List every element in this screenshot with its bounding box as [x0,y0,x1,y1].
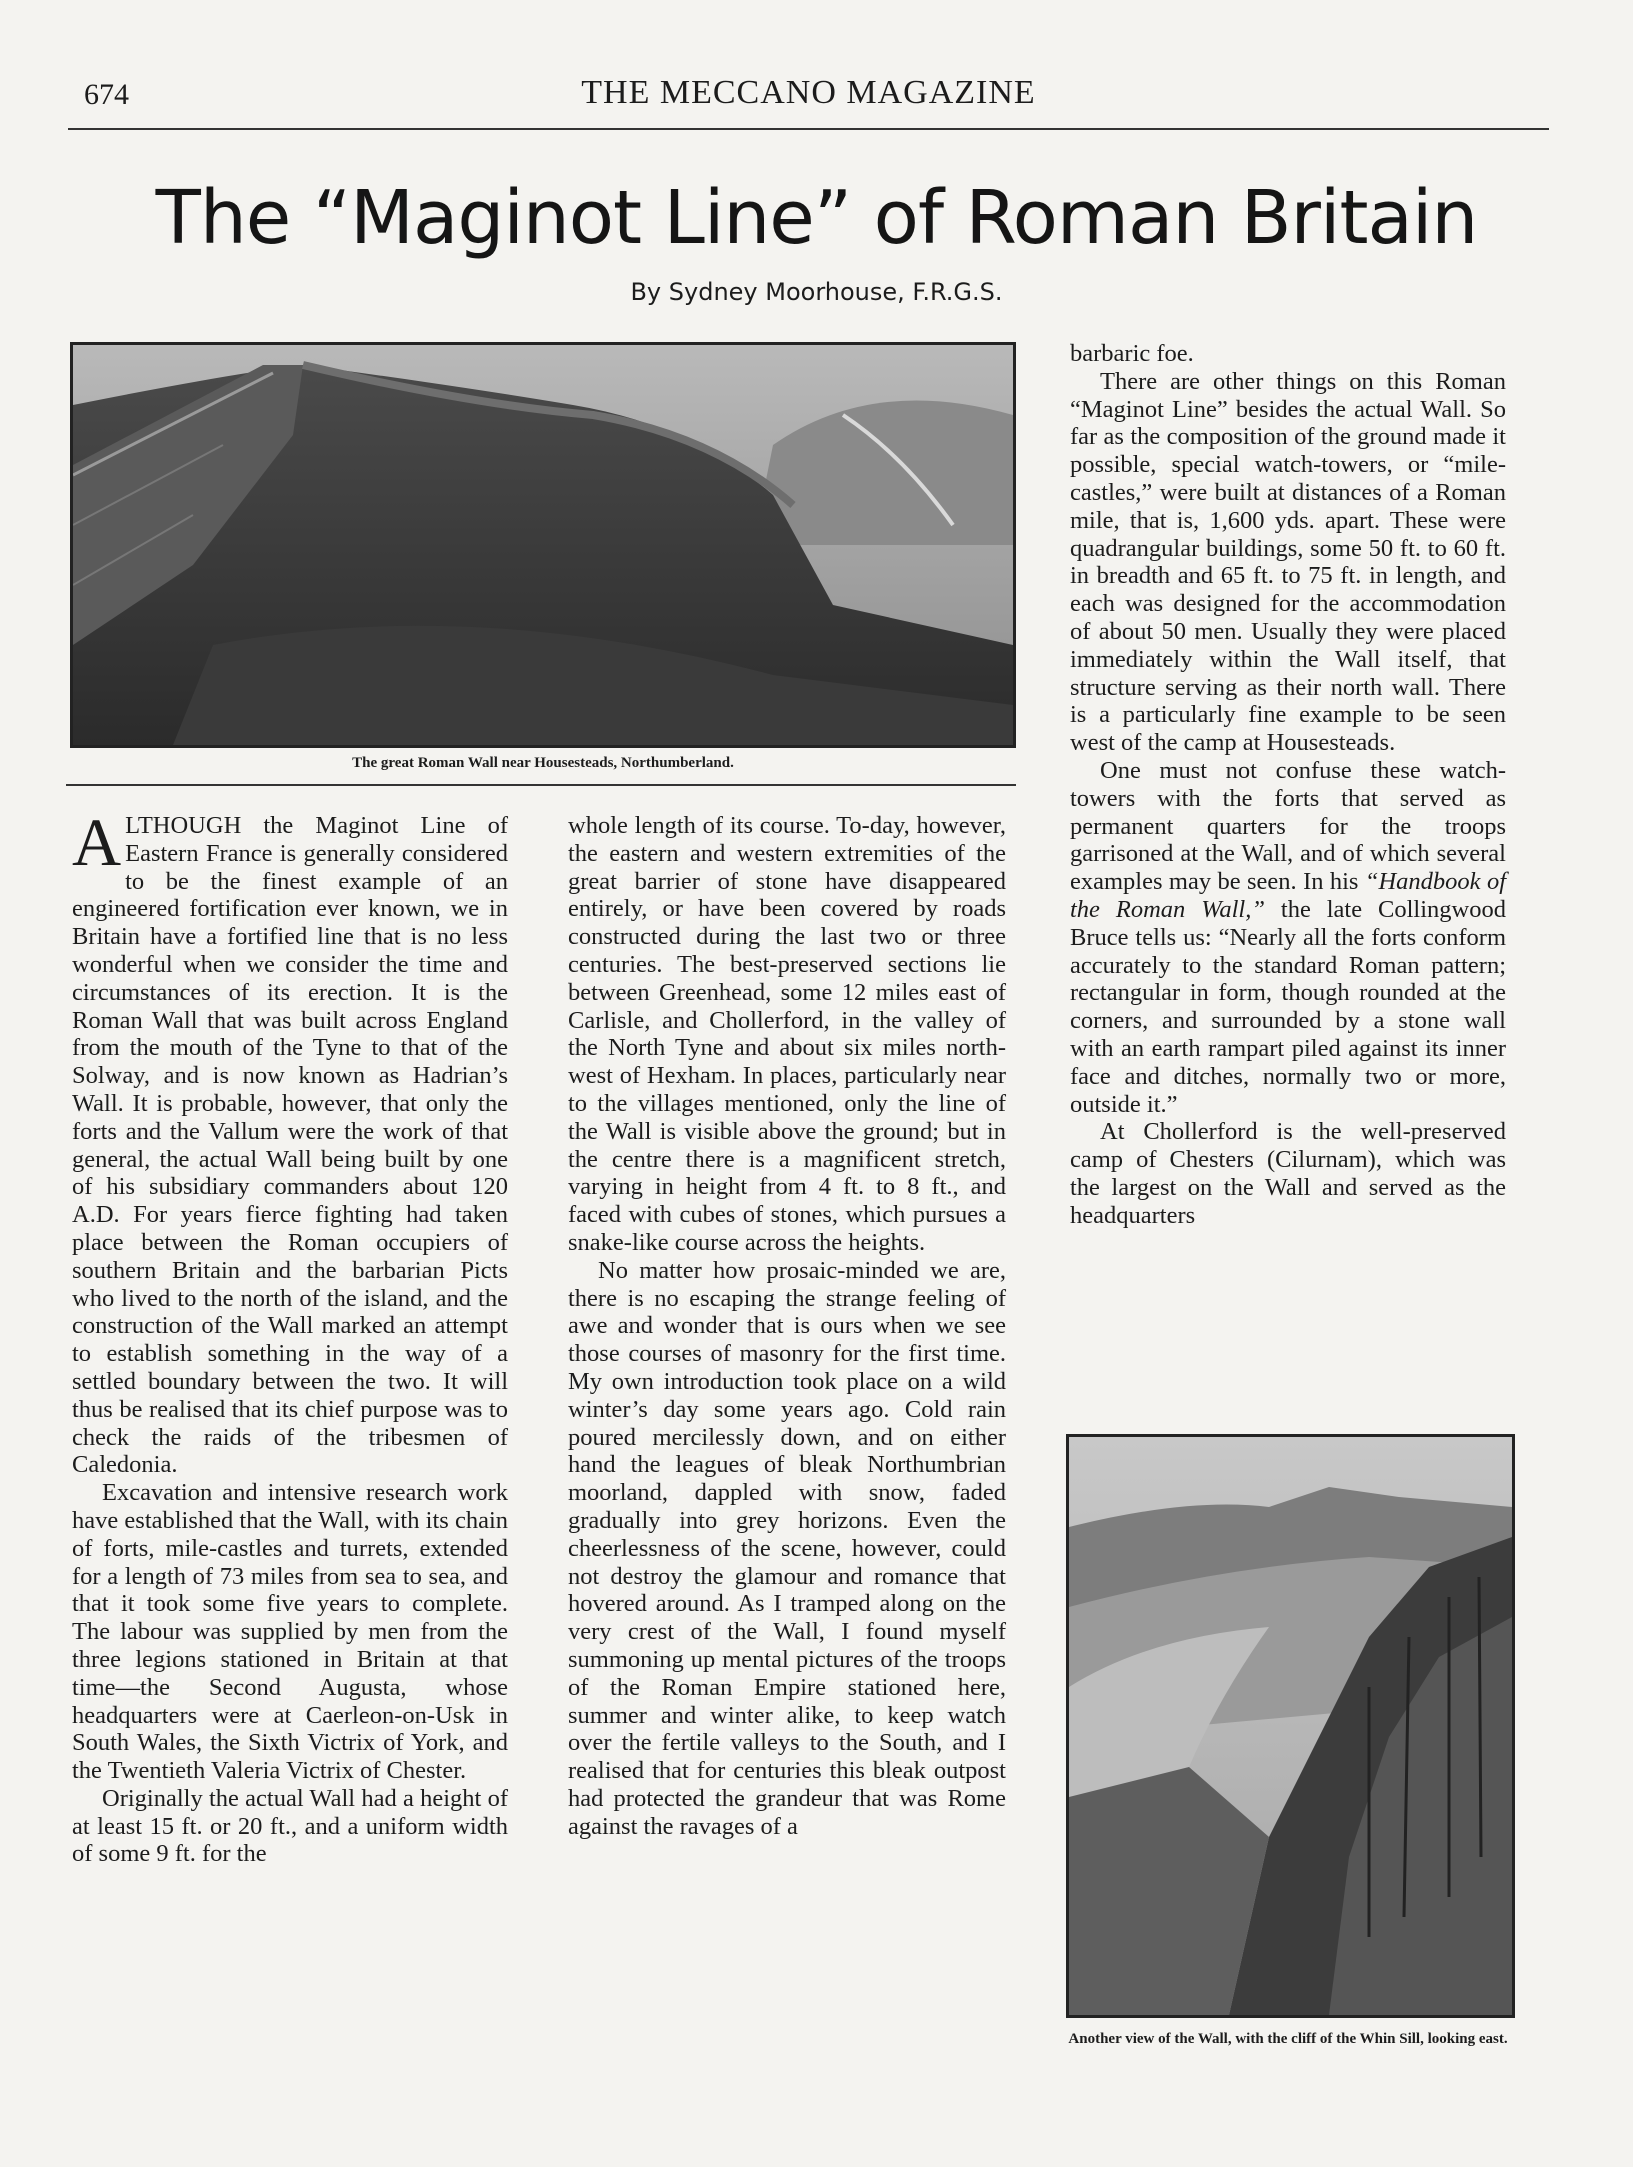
paragraph-text: the late Collingwood Bruce tells us: “Nearly all the forts conform accurately to the standard Roman pattern; rectangular in form, though rounded at the corners, and surrounded by a stone wall with an earth rampart piled against its inner face and ditches, normally two or more, outside it.” [1070,895,1506,1118]
header-rule [68,128,1549,130]
paragraph: barbaric foe. [1070,340,1194,367]
paragraph [72,804,508,1479]
paragraph-text: One must not confuse these watch-towers with the forts that served as permanent quarters for the troops garrisoned at the Wall, and of which several examples may be seen. In his [1070,756,1506,896]
magazine-title: THE MECCANO MAGAZINE [581,74,1036,111]
article-byline: By Sydney Moorhouse, F.R.G.S. [630,278,1003,306]
paragraph: There are other things on this Roman “Maginot Line” besides the actual Wall. So far as the composition of the ground made it possible, special watch-towers, or “mile-castles,” were built at distances of a Roman mile, that is, 1,600 yds. apart. These were quadrangular buildings, some 50 ft. to 60 ft. in breadth and 65 ft. to 75 ft. in length, and each was designed for the accommodation of about 50 men. Usually they were placed immediately within the Wall itself, that structure serving as their north wall. There is a particularly fine example to be seen west of the camp at Housesteads. [1070,367,1506,757]
paragraph: No matter how prosaic-minded we are, there is no escaping the strange feeling of awe and wonder that is ours when we see those courses of masonry for the first time. My own introduction took place on a wild winter’s day some years ago. Cold rain poured mercilessly down, and on either hand the leagues of bleak Northumbrian moorland, dappled with snow, faded gradually into grey horizons. Even the cheerlessness of the scene, however, could not destroy the glamour and romance that hovered around. As I tramped along on the very crest of the Wall, I found myself summoning up mental pictures of the troops of the Roman Empire stationed here, summer and winter alike, to keep watch over the fertile valleys to the South, and I realised that for centuries this bleak outpost had protected the grandeur that was Rome against the ravages of a [568,1256,1006,1840]
article-title: The “Maginot Line” of Roman Britain [155,175,1478,261]
drop-cap: A [72,804,122,880]
side-photo-caption: Another view of the Wall, with the cliff of the Whin Sill, looking east. [1068,2031,1508,2047]
running-head [68,74,1549,114]
text-column-2 [568,812,1006,1840]
paragraph-text: LTHOUGH the Maginot Line of Eastern France is generally considered to be the finest example of an engineered fortification ever known, we in Britain have a fortified line that is no less wonderful when we consider the time and circumstances of its erection. It is the Roman Wall that was built across England from the mouth of the Tyne to that of the Solway, and is now known as Hadrian’s Wall. It is probable, however, that only the forts and the Vallum were the work of that general, the actual Wall being built by one of his subsidiary commanders about 120 A.D. For years fierce fighting had taken place between the Roman occupiers of southern Britain and the barbarian Picts who lived to the north of the island, and the construction of the Wall marked an attempt to establish something in the way of a settled boundary between the two. It will thus be realised that its chief purpose was to check the raids of the tribesmen of Caledonia. [72,812,508,1479]
paragraph [1070,757,1506,1118]
text-column-1 [72,804,508,1868]
text-column-3 [1070,340,1506,1230]
paragraph: Excavation and intensive research work have established that the Wall, with its chain of forts, mile-castles and turrets, extended for a length of 73 miles from sea to sea, and that it took some five years to complete. The labour was supplied by men from the three legions stationed in Britain at that time—the Second Augusta, whose headquarters were at Caerleon-on-Usk in South Wales, the Sixth Victrix of York, and the Twentieth Valeria Victrix of Chester. [72,1479,508,1785]
paragraph: Originally the actual Wall had a height of at least 15 ft. or 20 ft., and a uniform width of some 9 ft. for the [72,1784,508,1868]
top-photo-caption: The great Roman Wall near Housesteads, Northumberland. [352,755,734,771]
page-number: 674 [84,78,129,111]
paragraph: whole length of its course. To-day, however, the eastern and western extremities of the great barrier of stone have disappeared entirely, or have been covered by roads constructed during the last two or three centuries. The best-preserved sections lie between Greenhead, some 12 miles east of Carlisle, and Chollerford, in the valley of the North Tyne and about six miles north-west of Hexham. In places, particularly near to the villages mentioned, only the line of the Wall is visible above the ground; but in the centre there is a magnificent stretch, varying in height from 4 ft. to 8 ft., and faced with cubes of stones, which pursues a snake-like course across the heights. [568,812,1006,1256]
book-title: “Handbook of the Roman Wall,” [1070,868,1507,923]
wall-photo-whin-sill [1066,1434,1515,2018]
wall-photo-housesteads [70,342,1016,748]
paragraph: At Chollerford is the well-preserved camp of Chesters (Cilurnam), which was the largest on the Wall and served as the headquarters [1070,1118,1506,1229]
caption-rule [66,784,1016,786]
